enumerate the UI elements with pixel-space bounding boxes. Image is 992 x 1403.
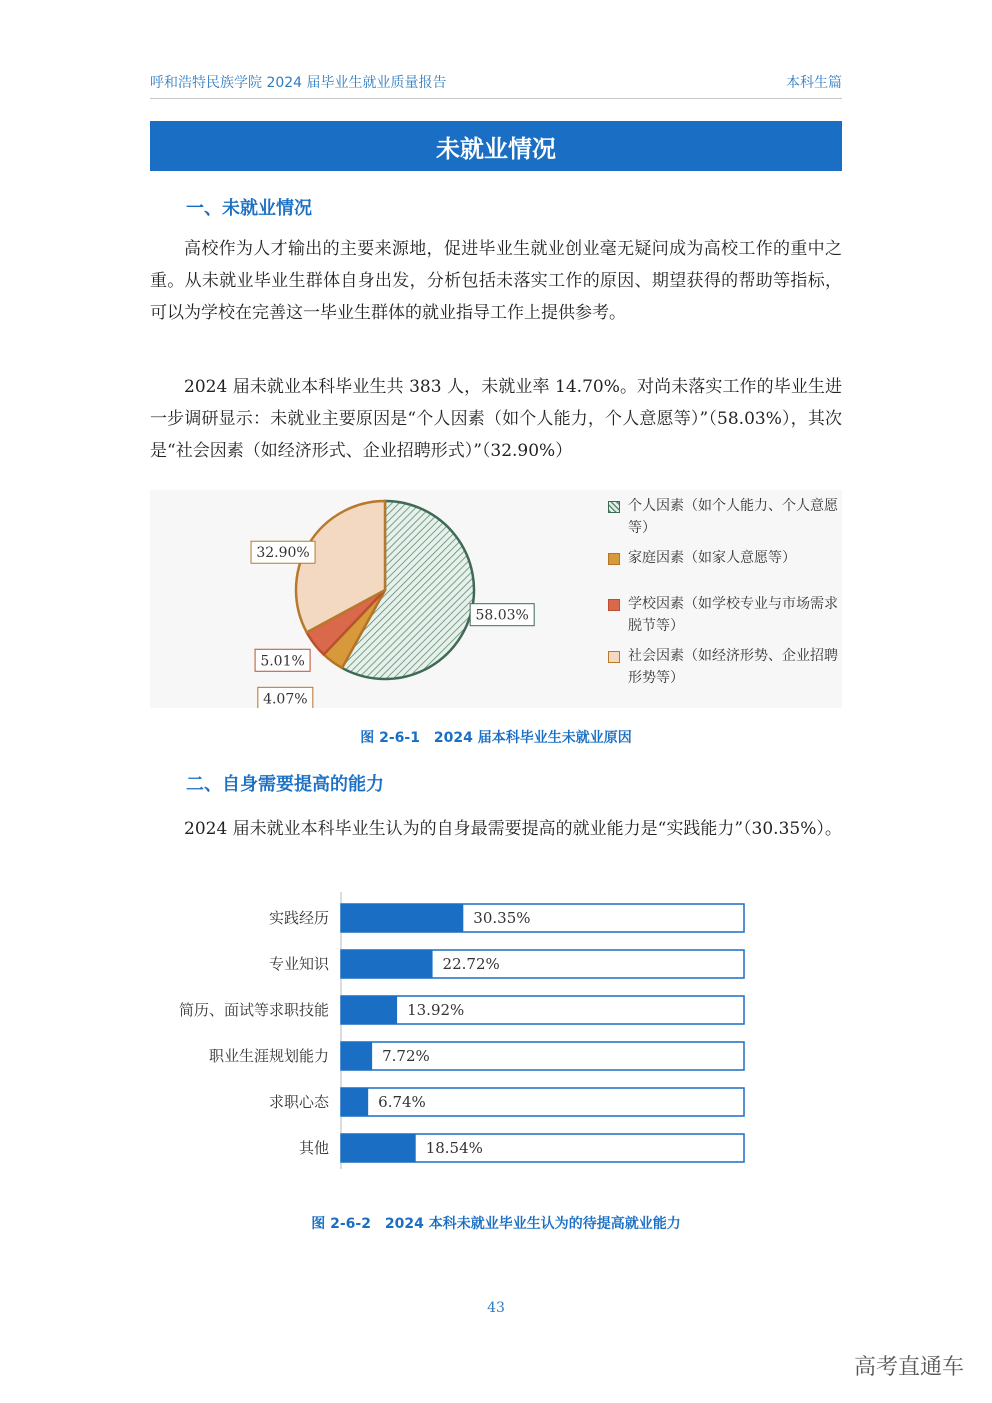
header-report-title: 呼和浩特民族学院 2024 届毕业生就业质量报告 bbox=[150, 75, 447, 91]
bar-category-label: 其他 bbox=[298, 1139, 329, 1157]
bar-value-label: 18.54% bbox=[425, 1139, 483, 1157]
header-divider bbox=[150, 98, 842, 99]
pie-data-label: 58.03% bbox=[475, 607, 529, 624]
legend-swatch-personal bbox=[608, 501, 620, 513]
bar-fill bbox=[341, 1042, 372, 1070]
legend-item bbox=[608, 593, 838, 637]
bar-fill bbox=[341, 996, 397, 1024]
section1-heading: 一、未就业情况 bbox=[186, 198, 312, 219]
watermark-text: 高考直通车 bbox=[853, 1355, 964, 1380]
legend-label: 个人因素（如个人能力、个人意愿等） bbox=[628, 498, 838, 536]
bar-value-label: 30.35% bbox=[473, 909, 531, 927]
bar-category-label: 实践经历 bbox=[268, 909, 329, 927]
bar-category-label: 专业知识 bbox=[268, 955, 329, 973]
figure2-caption: 图 2-6-2 2024 本科未就业毕业生认为的待提高就业能力 bbox=[311, 1216, 681, 1232]
bar-fill bbox=[341, 1088, 368, 1116]
pie-data-label: 4.07% bbox=[263, 691, 308, 708]
bar-category-label: 职业生涯规划能力 bbox=[208, 1047, 329, 1065]
figure1-caption: 图 2-6-1 2024 届本科毕业生未就业原因 bbox=[360, 730, 632, 746]
chapter-banner: 未就业情况 bbox=[150, 121, 842, 171]
pie-data-label: 32.90% bbox=[256, 545, 310, 562]
bar-track bbox=[341, 996, 744, 1024]
legend-swatch-society bbox=[608, 651, 620, 663]
bar-category-label: 求职心态 bbox=[268, 1093, 329, 1111]
bar-value-label: 7.72% bbox=[382, 1047, 430, 1065]
bar-chart bbox=[150, 892, 842, 1177]
bar-category-label: 简历、面试等求职技能 bbox=[178, 1001, 329, 1019]
bar-value-label: 6.74% bbox=[378, 1093, 426, 1111]
header-section-label: 本科生篇 bbox=[786, 75, 842, 91]
section1-paragraph1: 高校作为人才输出的主要来源地，促进毕业生就业创业毫无疑问成为高校工作的重中之重。从未就业毕业生群体自身出发，分析包括未落实工作的原因、期望获得的帮助等指标，可以为学校在完善这一毕业生群体的就业指导工作上提供参考。 bbox=[150, 239, 842, 323]
legend-swatch-school bbox=[608, 599, 620, 611]
bar-fill bbox=[341, 1134, 416, 1162]
bar-fill bbox=[341, 950, 433, 978]
legend-item bbox=[608, 645, 838, 689]
section2-heading: 二、自身需要提高的能力 bbox=[186, 774, 384, 795]
page-number: 43 bbox=[487, 1300, 505, 1316]
legend-label: 学校因素（如学校专业与市场需求脱节等） bbox=[628, 596, 838, 634]
section2-paragraph1: 2024 届未就业本科毕业生认为的自身最需要提高的就业能力是“实践能力”（30.35%）。 bbox=[184, 819, 842, 839]
pie-data-label: 5.01% bbox=[260, 653, 305, 670]
pie-legend bbox=[608, 495, 838, 697]
legend-swatch-family bbox=[608, 553, 620, 565]
legend-item bbox=[608, 547, 838, 569]
bar-value-label: 13.92% bbox=[407, 1001, 465, 1019]
legend-label: 社会因素（如经济形势、企业招聘形势等） bbox=[628, 648, 838, 686]
legend-label: 家庭因素（如家人意愿等） bbox=[628, 550, 796, 566]
legend-item bbox=[608, 495, 838, 539]
bar-value-label: 22.72% bbox=[442, 955, 500, 973]
section1-paragraph2: 2024 届未就业本科毕业生共 383 人，未就业率 14.70%。对尚未落实工作的毕业生进一步调研显示：未就业主要原因是“个人因素（如个人能力，个人意愿等）”（58.03%），其次是“社会因素（如经济形式、企业招聘形式）”（32.90%） bbox=[150, 377, 842, 461]
pie-chart bbox=[150, 490, 600, 708]
bar-fill bbox=[341, 904, 463, 932]
